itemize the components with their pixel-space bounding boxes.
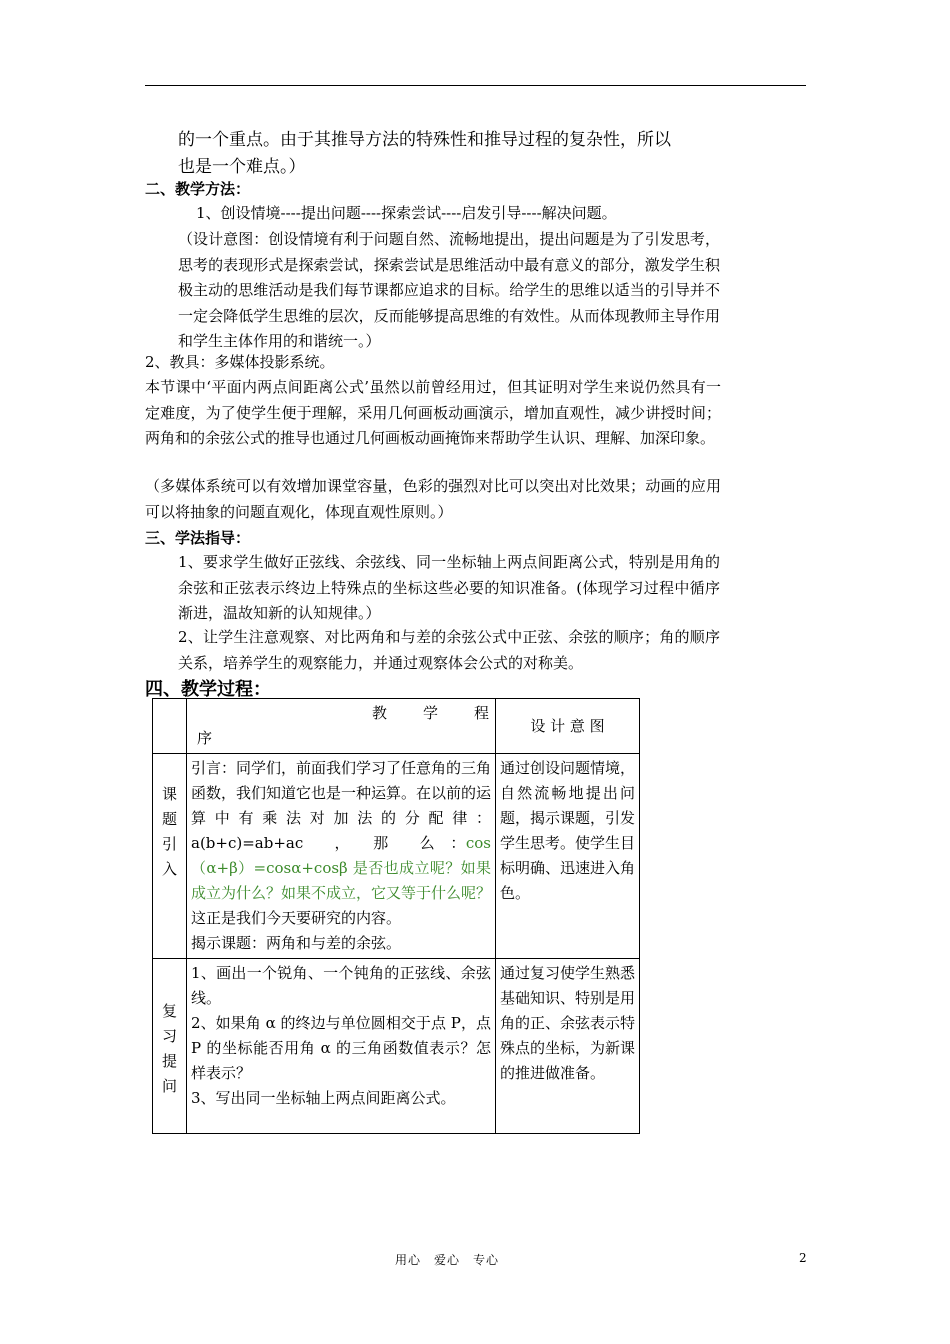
design-text: 通过创设问题情境，自然流畅地提出问题，揭示课题，引发学生思考。使学生目标明确、迅速进入角色。 bbox=[500, 759, 636, 902]
study-item-1: 1、要求学生做好正弦线、余弦线、同一坐标轴上两点间距离公式，特别是用角的余弦和正弦表示终边上特殊点的坐标这些必要的知识准备。(体现学习过程中循序渐进，温故知新的认知规律。） bbox=[178, 553, 720, 622]
program-text-a: 引言：同学们，前面我们学习了任意角的三角函数，我们知道它也是一种运算。在以前的运算中有乘法对加法的分配律：a(b+c)=ab+ac ， 那 么 ： bbox=[191, 759, 492, 852]
design-note: （设计意图：创设情境有利于问题自然、流畅地提出，提出问题是为了引发思考，思考的表现形式是探索尝试，探索尝试是思维活动中最有意义的部分，激发学生积极主动的思维活动是我们每节课都应追求的目标。给学生的思维以适当的引导并不一定会降低学生思维的层次，反而能够提高思维的有效性。从而体现教师主导作用和学生主体作用的和谐统一。） bbox=[178, 230, 720, 350]
study-item-2: 2、让学生注意观察、对比两角和与差的余弦公式中正弦、余弦的顺序；角的顺序关系，培养学生的观察能力，并通过观察体会公式的对称美。 bbox=[178, 628, 720, 672]
intro-line-1: 的一个重点。由于其推导方法的特殊性和推导过程的复杂性，所以 bbox=[178, 130, 671, 150]
method-item-1: 1、创设情境----提出问题----探索尝试----启发引导----解决问题。 bbox=[196, 204, 617, 222]
design-cell bbox=[496, 959, 640, 1134]
header-program-line-1: 教 学 程 bbox=[371, 704, 491, 722]
program-text-c: 揭示课题：两角和与差的余弦。 bbox=[191, 934, 402, 952]
program-text-c: 3、写出同一坐标轴上两点间距离公式。 bbox=[191, 1089, 456, 1107]
design-text: 通过复习使学生熟悉基础知识、特别是用角的正、余弦表示特殊点的坐标，为新课的推进做准备。 bbox=[500, 964, 636, 1082]
media-paragraph: 本节课中‘平面内两点间距离公式’虽然以前曾经用过，但其证明对学生来说仍然具有一定难度，为了使学生便于理解，采用几何画板动画演示，增加直观性，减少讲授时间；两角和的余弦公式的推导也通过几何画板动画掩饰来帮助学生认识、理解、加深印象。 bbox=[145, 378, 721, 447]
program-cell bbox=[187, 959, 496, 1134]
program-text-a: 1、画出一个锐角、一个钝角的正弦线、余弦线。 bbox=[191, 964, 491, 1007]
row-label: 课题引入 bbox=[161, 785, 177, 878]
design-cell bbox=[496, 754, 640, 959]
program-question: cos（α+β）=cosα+cosβ 是否也成立呢？如果成立为什么？如果不成立，它又等于什么呢？ bbox=[191, 834, 492, 902]
header-program-line-2: 序 bbox=[197, 729, 213, 747]
header-rule bbox=[145, 85, 806, 86]
header-design-cell bbox=[496, 699, 640, 754]
program-text-b: 这正是我们今天要研究的内容。 bbox=[191, 909, 402, 927]
program-text-b: 2、如果角 α 的终边与单位圆相交于点 P，点 P 的坐标能否用角 α 的三角函数值表示？怎样表示？ bbox=[191, 1014, 491, 1082]
header-empty-cell bbox=[153, 699, 187, 754]
process-table bbox=[152, 698, 640, 1134]
program-cell bbox=[187, 754, 496, 959]
method-item-2: 2、教具：多媒体投影系统。 bbox=[145, 353, 335, 371]
section-3-heading: 三、学法指导： bbox=[145, 529, 251, 547]
header-program-cell bbox=[187, 699, 496, 754]
section-4-heading: 四、教学过程： bbox=[145, 679, 271, 700]
header-design-label: 设 计 意 图 bbox=[530, 716, 605, 735]
footer-motto: 用心 爱心 专心 bbox=[395, 1253, 500, 1267]
row-label-cell bbox=[153, 754, 187, 959]
intro-paragraph bbox=[178, 127, 738, 181]
media-note: （多媒体系统可以有效增加课堂容量，色彩的强烈对比可以突出对比效果；动画的应用可以将抽象的问题直观化，体现直观性原则。） bbox=[145, 477, 721, 521]
page-number: 2 bbox=[799, 1251, 807, 1265]
table-row bbox=[153, 959, 640, 1134]
table-row bbox=[153, 754, 640, 959]
intro-line-2: 也是一个难点。） bbox=[178, 157, 306, 177]
table-header-row bbox=[153, 699, 640, 754]
row-label: 复习提问 bbox=[161, 1002, 177, 1095]
row-label-cell bbox=[153, 959, 187, 1134]
section-2-heading: 二、教学方法： bbox=[145, 180, 251, 198]
